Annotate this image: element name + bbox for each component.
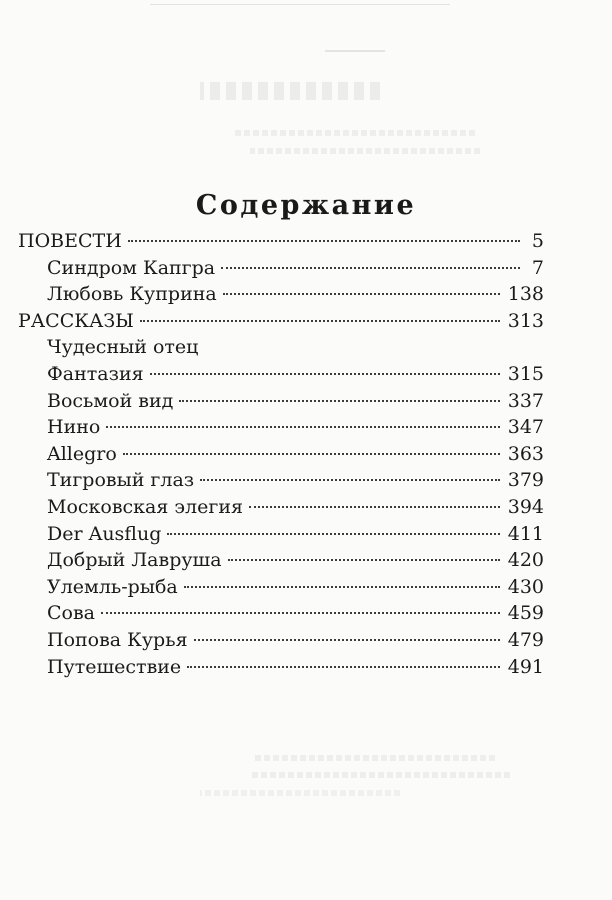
entry-title: Путешествие (47, 655, 182, 678)
entry-title: Восьмой вид (47, 389, 174, 412)
entry-title: Московская элегия (47, 495, 243, 518)
dot-leader (187, 666, 500, 668)
entry-title: Синдром Капгра (47, 256, 216, 279)
toc-entry (18, 334, 544, 361)
dot-leader (179, 400, 499, 402)
page-number: 430 (507, 575, 544, 598)
entry-title: Улемль-рыба (47, 575, 178, 598)
dot-leader (123, 453, 500, 455)
toc-entry (18, 574, 544, 601)
entry-title: Попова Курья (47, 628, 188, 651)
toc-section-entry (18, 308, 544, 335)
entry-title: Добрый Лавруша (47, 549, 222, 572)
page-number: 363 (507, 442, 544, 465)
entry-title: Der Ausflug (47, 522, 162, 545)
page-number: 5 (531, 230, 544, 252)
toc-entry (18, 388, 544, 415)
page-number: 379 (507, 469, 544, 492)
entry-title: Тигровый глаз (47, 469, 195, 492)
toc-entry (18, 467, 544, 494)
dot-leader (101, 612, 500, 614)
toc-entry (18, 627, 544, 654)
toc-entry (18, 494, 544, 521)
dot-leader (221, 267, 520, 269)
entry-title: Сова (47, 602, 96, 625)
toc-entry (18, 361, 544, 388)
entry-title: Чудесный отец (47, 336, 199, 359)
toc-entry (18, 521, 544, 548)
entry-title: Фантазия (47, 362, 144, 385)
toc-entry (18, 281, 544, 308)
page-number: 347 (507, 416, 544, 439)
dot-leader (128, 240, 520, 242)
dot-leader (106, 426, 499, 428)
page-title: Содержание (195, 190, 417, 222)
dot-leader (223, 293, 500, 295)
toc-entry (18, 654, 544, 681)
toc-entry (18, 600, 544, 627)
dot-leader (167, 533, 499, 535)
page-number: 7 (531, 256, 544, 279)
page-number: 138 (507, 283, 544, 306)
toc-entry (18, 441, 544, 468)
entry-title: Любовь Куприна (47, 283, 217, 306)
dot-leader (194, 639, 500, 641)
page-number: 411 (507, 522, 544, 545)
page-number: 479 (507, 628, 544, 651)
toc-section-entry (18, 228, 544, 255)
page-number: 420 (507, 549, 544, 572)
dot-leader (140, 320, 500, 322)
page-number: 459 (507, 602, 544, 625)
toc-entry (18, 414, 544, 441)
entry-title: ПОВЕСТИ (18, 230, 122, 252)
dot-leader (150, 373, 500, 375)
entry-title: Allegro (47, 442, 117, 465)
page-number: 315 (507, 362, 544, 385)
toc-entry (18, 547, 544, 574)
dot-leader (228, 559, 500, 561)
entry-title: Нино (47, 416, 101, 439)
page-number: 394 (507, 495, 544, 518)
page-number: 491 (507, 655, 544, 678)
page-number: 313 (507, 309, 544, 332)
page-number: 337 (507, 389, 544, 412)
entry-title: РАССКАЗЫ (18, 309, 134, 332)
dot-leader (249, 506, 500, 508)
dot-leader (184, 586, 500, 588)
dot-leader (200, 479, 500, 481)
table-of-contents (18, 228, 544, 680)
toc-entry (18, 255, 544, 282)
